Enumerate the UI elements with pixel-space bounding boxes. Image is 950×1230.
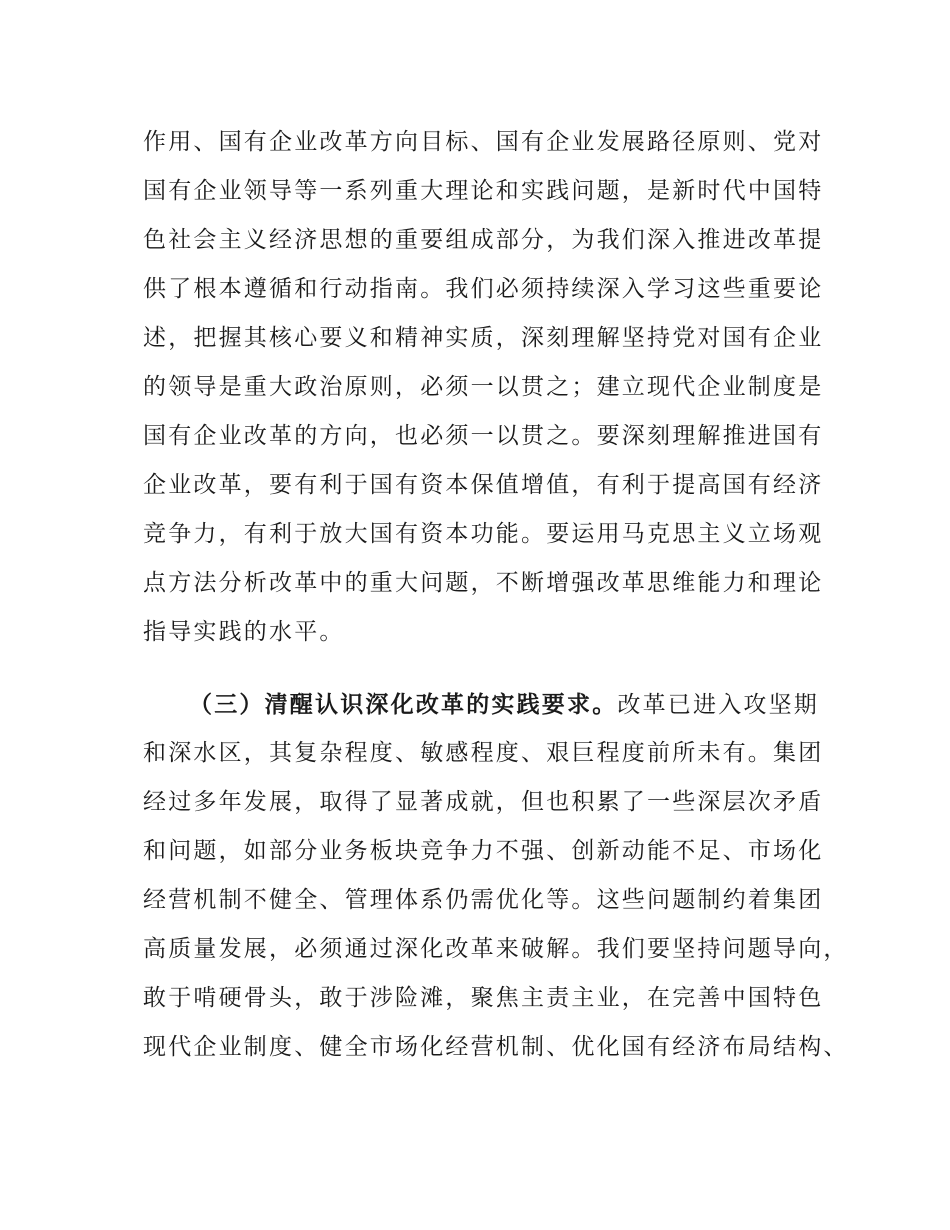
paragraph-line: 指导实践的水平。 [143,619,345,645]
paragraph-line: 经过多年发展，取得了显著成就，但也积累了一些深层次矛盾 [143,789,824,815]
paragraph-2 [143,680,849,1072]
paragraph-line: 敢于啃硬骨头，敢于涉险滩，聚焦主责主业，在完善中国特色 [143,985,824,1011]
paragraph-first-line [143,680,823,729]
paragraph-line: 和深水区，其复杂程度、敏感程度、艰巨程度前所未有。集团 [143,740,824,766]
section-heading: （三）清醒认识深化改革的实践要求。 [189,691,618,718]
paragraph-line: 国有企业改革的方向，也必须一以贯之。要深刻理解推进国有 [143,423,824,449]
paragraph-first-line-text: 改革已进入攻坚期 [617,692,820,718]
paragraph-line: 高质量发展，必须通过深化改革来破解。我们要坚持问题导向， [143,936,849,962]
paragraph-1 [143,118,823,657]
paragraph-line: 经营机制不健全、管理体系仍需优化等。这些问题制约着集团 [143,887,824,913]
paragraph-line: 述，把握其核心要义和精神实质，深刻理解坚持党对国有企业 [143,325,824,351]
paragraph-line: 和问题，如部分业务板块竞争力不强、创新动能不足、市场化 [143,838,824,864]
paragraph-line: 现代企业制度、健全市场化经营机制、优化国有经济布局结构、 [143,1034,849,1060]
paragraph-line: 作用、国有企业改革方向目标、国有企业发展路径原则、党对 [143,129,824,155]
paragraph-line: 点方法分析改革中的重大问题，不断增强改革思维能力和理论 [143,570,824,596]
paragraph-line: 竞争力，有利于放大国有资本功能。要运用马克思主义立场观 [143,521,824,547]
paragraph-line: 国有企业领导等一系列重大理论和实践问题，是新时代中国特 [143,178,824,204]
paragraph-line: 供了根本遵循和行动指南。我们必须持续深入学习这些重要论 [143,276,824,302]
paragraph-line: 色社会主义经济思想的重要组成部分，为我们深入推进改革提 [143,227,824,253]
paragraph-line: 的领导是重大政治原则，必须一以贯之；建立现代企业制度是 [143,374,824,400]
paragraph-line: 企业改革，要有利于国有资本保值增值，有利于提高国有经济 [143,472,824,498]
